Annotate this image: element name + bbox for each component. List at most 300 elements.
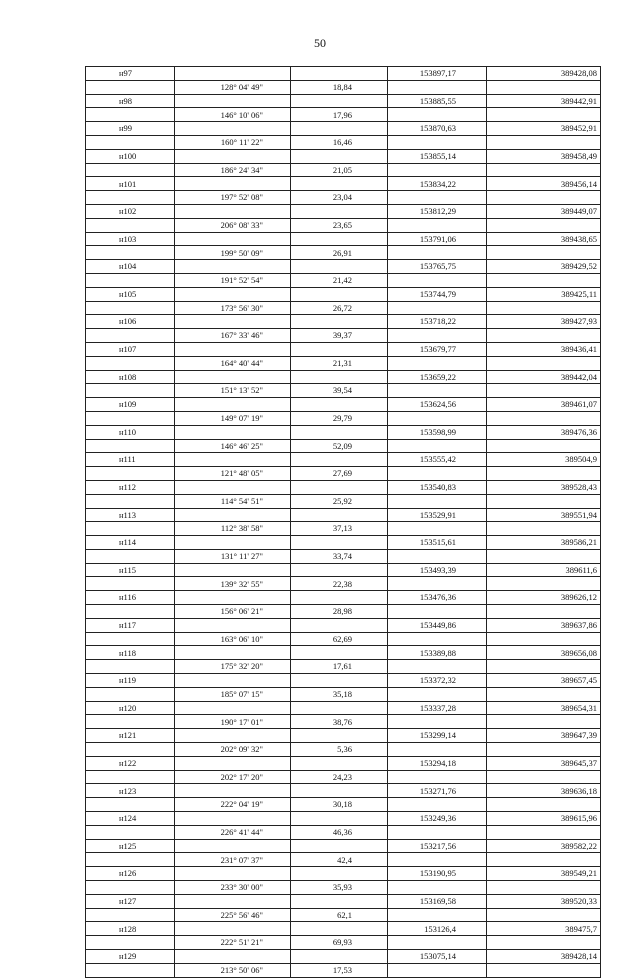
point-row — [86, 425, 601, 439]
point-row — [86, 204, 601, 218]
segment-row — [86, 853, 601, 867]
empty-cell — [388, 770, 487, 784]
segment-row — [86, 411, 601, 425]
coordinate-y: 389428,08 — [487, 67, 601, 81]
empty-cell — [86, 246, 175, 260]
empty-cell — [86, 108, 175, 122]
point-row — [86, 867, 601, 881]
empty-cell — [388, 411, 487, 425]
coordinate-x: 153834,22 — [388, 177, 487, 191]
coordinate-x: 153493,39 — [388, 563, 487, 577]
empty-cell — [487, 108, 601, 122]
empty-cell — [487, 135, 601, 149]
coordinate-y: 389645,37 — [487, 756, 601, 770]
coordinate-x: 153271,76 — [388, 784, 487, 798]
empty-cell — [175, 260, 291, 274]
segment-row — [86, 963, 601, 977]
coordinate-x: 153075,14 — [388, 950, 487, 964]
empty-cell — [487, 632, 601, 646]
empty-cell — [487, 908, 601, 922]
empty-cell — [175, 315, 291, 329]
point-name: н120 — [86, 701, 175, 715]
empty-cell — [291, 674, 388, 688]
direction-angle: 139° 32' 55" — [175, 577, 291, 591]
empty-cell — [487, 163, 601, 177]
segment-length: 22,38 — [291, 577, 388, 591]
segment-row — [86, 881, 601, 895]
empty-cell — [388, 660, 487, 674]
coordinate-x: 153529,91 — [388, 508, 487, 522]
empty-cell — [291, 646, 388, 660]
point-row — [86, 812, 601, 826]
empty-cell — [86, 218, 175, 232]
empty-cell — [388, 908, 487, 922]
direction-angle: 206° 08' 33" — [175, 218, 291, 232]
empty-cell — [175, 370, 291, 384]
point-row — [86, 342, 601, 356]
segment-length: 35,93 — [291, 881, 388, 895]
empty-cell — [291, 812, 388, 826]
coordinate-x: 153515,61 — [388, 536, 487, 550]
segment-length: 23,04 — [291, 191, 388, 205]
empty-cell — [487, 798, 601, 812]
coordinate-y: 389551,94 — [487, 508, 601, 522]
empty-cell — [86, 273, 175, 287]
direction-angle: 226° 41' 44" — [175, 825, 291, 839]
point-row — [86, 315, 601, 329]
coordinate-x: 153765,75 — [388, 260, 487, 274]
empty-cell — [175, 646, 291, 660]
coordinate-x: 153855,14 — [388, 149, 487, 163]
point-name: н117 — [86, 618, 175, 632]
segment-length: 24,23 — [291, 770, 388, 784]
coordinate-y: 389449,07 — [487, 204, 601, 218]
empty-cell — [388, 356, 487, 370]
coordinate-y: 389611,6 — [487, 563, 601, 577]
segment-row — [86, 825, 601, 839]
coordinate-x: 153659,22 — [388, 370, 487, 384]
empty-cell — [487, 80, 601, 94]
coordinate-y: 389461,07 — [487, 398, 601, 412]
empty-cell — [86, 467, 175, 481]
coordinate-x: 153294,18 — [388, 756, 487, 770]
empty-cell — [388, 825, 487, 839]
empty-cell — [487, 301, 601, 315]
empty-cell — [86, 881, 175, 895]
segment-row — [86, 770, 601, 784]
point-row — [86, 94, 601, 108]
empty-cell — [388, 218, 487, 232]
empty-cell — [86, 963, 175, 977]
direction-angle: 222° 04' 19" — [175, 798, 291, 812]
empty-cell — [86, 687, 175, 701]
segment-length: 28,98 — [291, 605, 388, 619]
empty-cell — [388, 715, 487, 729]
direction-angle: 151° 13' 52" — [175, 384, 291, 398]
segment-length: 17,61 — [291, 660, 388, 674]
segment-length: 35,18 — [291, 687, 388, 701]
empty-cell — [487, 660, 601, 674]
empty-cell — [291, 260, 388, 274]
empty-cell — [175, 342, 291, 356]
segment-row — [86, 356, 601, 370]
coordinate-y: 389438,65 — [487, 232, 601, 246]
empty-cell — [388, 881, 487, 895]
direction-angle: 160° 11' 22" — [175, 135, 291, 149]
coordinate-y: 389615,96 — [487, 812, 601, 826]
empty-cell — [175, 398, 291, 412]
empty-cell — [86, 715, 175, 729]
empty-cell — [487, 743, 601, 757]
empty-cell — [388, 329, 487, 343]
segment-length: 39,54 — [291, 384, 388, 398]
empty-cell — [175, 536, 291, 550]
segment-row — [86, 163, 601, 177]
segment-length: 18,84 — [291, 80, 388, 94]
empty-cell — [487, 191, 601, 205]
empty-cell — [388, 384, 487, 398]
point-row — [86, 67, 601, 81]
empty-cell — [487, 384, 601, 398]
segment-length: 42,4 — [291, 853, 388, 867]
point-row — [86, 618, 601, 632]
empty-cell — [86, 770, 175, 784]
empty-cell — [388, 273, 487, 287]
segment-row — [86, 632, 601, 646]
empty-cell — [86, 798, 175, 812]
point-row — [86, 784, 601, 798]
point-row — [86, 729, 601, 743]
empty-cell — [86, 743, 175, 757]
segment-length: 62,1 — [291, 908, 388, 922]
point-name: н105 — [86, 287, 175, 301]
empty-cell — [86, 163, 175, 177]
direction-angle: 146° 46' 25" — [175, 439, 291, 453]
segment-length: 21,42 — [291, 273, 388, 287]
coordinate-y: 389504,9 — [487, 453, 601, 467]
empty-cell — [291, 784, 388, 798]
direction-angle: 175° 32' 20" — [175, 660, 291, 674]
segment-row — [86, 80, 601, 94]
empty-cell — [175, 204, 291, 218]
empty-cell — [291, 922, 388, 936]
empty-cell — [175, 950, 291, 964]
empty-cell — [388, 467, 487, 481]
empty-cell — [291, 480, 388, 494]
segment-row — [86, 660, 601, 674]
empty-cell — [291, 729, 388, 743]
coordinate-y: 389520,33 — [487, 894, 601, 908]
empty-cell — [86, 825, 175, 839]
empty-cell — [86, 301, 175, 315]
segment-length: 17,53 — [291, 963, 388, 977]
point-name: н125 — [86, 839, 175, 853]
empty-cell — [487, 825, 601, 839]
empty-cell — [487, 522, 601, 536]
coordinate-x: 153449,86 — [388, 618, 487, 632]
point-name: н126 — [86, 867, 175, 881]
coordinate-y: 389452,91 — [487, 122, 601, 136]
point-name: н121 — [86, 729, 175, 743]
point-row — [86, 646, 601, 660]
empty-cell — [86, 908, 175, 922]
empty-cell — [175, 729, 291, 743]
coordinate-x: 153190,95 — [388, 867, 487, 881]
segment-row — [86, 135, 601, 149]
empty-cell — [175, 756, 291, 770]
empty-cell — [291, 315, 388, 329]
empty-cell — [388, 798, 487, 812]
empty-cell — [487, 218, 601, 232]
segment-length: 26,72 — [291, 301, 388, 315]
empty-cell — [291, 342, 388, 356]
direction-angle: 131° 11' 27" — [175, 549, 291, 563]
coordinate-y: 389656,08 — [487, 646, 601, 660]
empty-cell — [86, 853, 175, 867]
point-row — [86, 756, 601, 770]
coordinates-table-body — [86, 67, 601, 978]
empty-cell — [86, 439, 175, 453]
empty-cell — [291, 177, 388, 191]
segment-length: 16,46 — [291, 135, 388, 149]
empty-cell — [175, 894, 291, 908]
coordinate-x: 153555,42 — [388, 453, 487, 467]
empty-cell — [86, 660, 175, 674]
point-row — [86, 591, 601, 605]
empty-cell — [175, 591, 291, 605]
segment-row — [86, 743, 601, 757]
empty-cell — [291, 701, 388, 715]
segment-row — [86, 218, 601, 232]
coordinate-x: 153885,55 — [388, 94, 487, 108]
empty-cell — [388, 522, 487, 536]
point-row — [86, 122, 601, 136]
coordinate-y: 389647,39 — [487, 729, 601, 743]
point-name: н98 — [86, 94, 175, 108]
empty-cell — [86, 329, 175, 343]
segment-row — [86, 439, 601, 453]
empty-cell — [175, 122, 291, 136]
direction-angle: 213° 50' 06" — [175, 963, 291, 977]
point-row — [86, 536, 601, 550]
coordinate-y: 389476,36 — [487, 425, 601, 439]
empty-cell — [291, 122, 388, 136]
empty-cell — [487, 770, 601, 784]
point-name: н106 — [86, 315, 175, 329]
segment-length: 38,76 — [291, 715, 388, 729]
empty-cell — [388, 687, 487, 701]
point-row — [86, 370, 601, 384]
empty-cell — [86, 522, 175, 536]
empty-cell — [291, 536, 388, 550]
point-row — [86, 922, 601, 936]
empty-cell — [291, 867, 388, 881]
point-name: н109 — [86, 398, 175, 412]
empty-cell — [487, 605, 601, 619]
segment-row — [86, 549, 601, 563]
empty-cell — [487, 356, 601, 370]
point-name: н119 — [86, 674, 175, 688]
empty-cell — [388, 135, 487, 149]
empty-cell — [291, 67, 388, 81]
point-row — [86, 839, 601, 853]
segment-row — [86, 329, 601, 343]
point-name: н103 — [86, 232, 175, 246]
coordinate-x: 153126,4 — [388, 922, 487, 936]
empty-cell — [175, 453, 291, 467]
segment-row — [86, 384, 601, 398]
empty-cell — [175, 922, 291, 936]
segment-length: 62,69 — [291, 632, 388, 646]
empty-cell — [487, 881, 601, 895]
direction-angle: 156° 06' 21" — [175, 605, 291, 619]
empty-cell — [487, 936, 601, 950]
segment-length: 52,09 — [291, 439, 388, 453]
point-row — [86, 480, 601, 494]
direction-angle: 167° 33' 46" — [175, 329, 291, 343]
coordinate-y: 389456,14 — [487, 177, 601, 191]
segment-length: 33,74 — [291, 549, 388, 563]
segment-row — [86, 605, 601, 619]
empty-cell — [175, 618, 291, 632]
empty-cell — [86, 356, 175, 370]
empty-cell — [388, 246, 487, 260]
coordinate-y: 389429,52 — [487, 260, 601, 274]
empty-cell — [487, 411, 601, 425]
coordinate-y: 389427,93 — [487, 315, 601, 329]
empty-cell — [86, 936, 175, 950]
coordinate-x: 153624,56 — [388, 398, 487, 412]
empty-cell — [487, 549, 601, 563]
coordinate-y: 389442,91 — [487, 94, 601, 108]
empty-cell — [291, 94, 388, 108]
direction-angle: 128° 04' 49" — [175, 80, 291, 94]
empty-cell — [388, 80, 487, 94]
point-row — [86, 453, 601, 467]
coordinates-table — [85, 66, 601, 978]
coordinate-x: 153897,17 — [388, 67, 487, 81]
point-name: н111 — [86, 453, 175, 467]
point-row — [86, 177, 601, 191]
empty-cell — [291, 563, 388, 577]
empty-cell — [291, 425, 388, 439]
segment-length: 27,69 — [291, 467, 388, 481]
segment-row — [86, 301, 601, 315]
direction-angle: 190° 17' 01" — [175, 715, 291, 729]
empty-cell — [86, 80, 175, 94]
empty-cell — [291, 591, 388, 605]
empty-cell — [175, 94, 291, 108]
empty-cell — [86, 411, 175, 425]
empty-cell — [388, 163, 487, 177]
empty-cell — [388, 108, 487, 122]
point-row — [86, 563, 601, 577]
coordinate-x: 153337,28 — [388, 701, 487, 715]
empty-cell — [86, 135, 175, 149]
coordinate-y: 389436,41 — [487, 342, 601, 356]
empty-cell — [175, 563, 291, 577]
empty-cell — [175, 177, 291, 191]
empty-cell — [86, 577, 175, 591]
coordinate-y: 389428,14 — [487, 950, 601, 964]
point-name: н107 — [86, 342, 175, 356]
page-number: 50 — [314, 36, 326, 50]
empty-cell — [175, 67, 291, 81]
empty-cell — [175, 674, 291, 688]
empty-cell — [388, 577, 487, 591]
segment-length: 39,37 — [291, 329, 388, 343]
segment-row — [86, 908, 601, 922]
segment-length: 30,18 — [291, 798, 388, 812]
coordinate-x: 153372,32 — [388, 674, 487, 688]
empty-cell — [175, 812, 291, 826]
segment-row — [86, 687, 601, 701]
empty-cell — [388, 936, 487, 950]
coordinate-x: 153169,58 — [388, 894, 487, 908]
segment-length: 69,93 — [291, 936, 388, 950]
empty-cell — [291, 204, 388, 218]
coordinate-y: 389586,21 — [487, 536, 601, 550]
empty-cell — [487, 439, 601, 453]
empty-cell — [487, 853, 601, 867]
point-name: н123 — [86, 784, 175, 798]
empty-cell — [388, 963, 487, 977]
coordinate-x: 153389,88 — [388, 646, 487, 660]
segment-length: 29,79 — [291, 411, 388, 425]
direction-angle: 112° 38' 58" — [175, 522, 291, 536]
point-row — [86, 398, 601, 412]
empty-cell — [86, 494, 175, 508]
coordinate-x: 153718,22 — [388, 315, 487, 329]
empty-cell — [388, 853, 487, 867]
direction-angle: 186° 24' 34" — [175, 163, 291, 177]
segment-row — [86, 522, 601, 536]
empty-cell — [175, 867, 291, 881]
point-row — [86, 508, 601, 522]
empty-cell — [487, 577, 601, 591]
point-name: н104 — [86, 260, 175, 274]
direction-angle: 164° 40' 44" — [175, 356, 291, 370]
empty-cell — [86, 549, 175, 563]
direction-angle: 191° 52' 54" — [175, 273, 291, 287]
empty-cell — [86, 605, 175, 619]
segment-row — [86, 494, 601, 508]
empty-cell — [487, 715, 601, 729]
segment-row — [86, 108, 601, 122]
coordinate-x: 153249,36 — [388, 812, 487, 826]
point-name: н116 — [86, 591, 175, 605]
segment-length: 37,13 — [291, 522, 388, 536]
segment-row — [86, 191, 601, 205]
coordinate-y: 389549,21 — [487, 867, 601, 881]
empty-cell — [86, 384, 175, 398]
empty-cell — [388, 605, 487, 619]
empty-cell — [86, 632, 175, 646]
coordinate-y: 389528,43 — [487, 480, 601, 494]
coordinate-y: 389475,7 — [487, 922, 601, 936]
point-row — [86, 260, 601, 274]
point-name: н124 — [86, 812, 175, 826]
empty-cell — [175, 480, 291, 494]
point-name: н127 — [86, 894, 175, 908]
empty-cell — [291, 370, 388, 384]
empty-cell — [291, 839, 388, 853]
direction-angle: 163° 06' 10" — [175, 632, 291, 646]
empty-cell — [175, 287, 291, 301]
point-name: н128 — [86, 922, 175, 936]
point-name: н97 — [86, 67, 175, 81]
empty-cell — [175, 232, 291, 246]
